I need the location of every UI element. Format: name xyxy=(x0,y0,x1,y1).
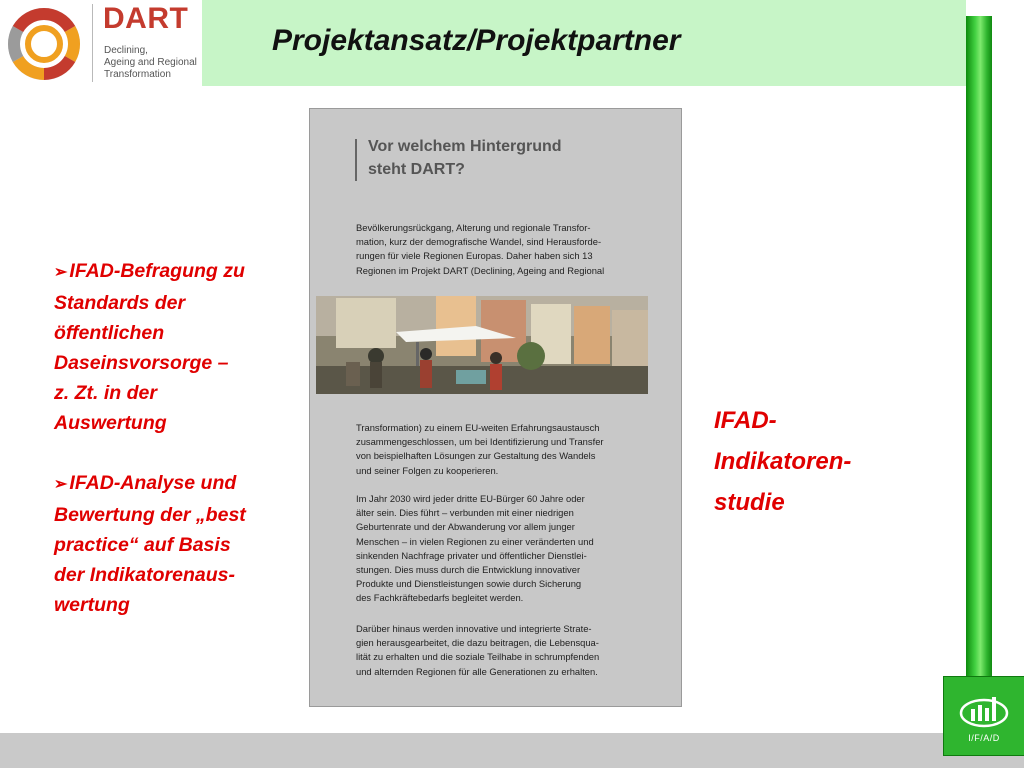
arrow-bullet-icon: ➢ xyxy=(54,476,68,493)
brochure-scan xyxy=(309,108,682,707)
text-line: Menschen – in vielen Regionen zu einer veränderten und xyxy=(356,535,594,547)
logo-title: DART xyxy=(103,2,189,35)
text-line: Bevölkerungsrückgang, Alterung und regionale Transfor- xyxy=(356,222,591,233)
text-line: mation, kurz der demografische Wandel, sind Herausforde- xyxy=(356,236,602,248)
text-line: rungen für viele Regionen Europas. Daher haben sich 13 xyxy=(356,250,593,262)
ifad-emblem-icon xyxy=(958,695,1010,731)
bullet-line: practice“ auf Basis xyxy=(54,534,231,556)
bullet-item-survey xyxy=(54,256,304,438)
bullet-line: Auswertung xyxy=(54,412,167,434)
paragraph-1 xyxy=(356,421,666,478)
bullet-line: Bewertung der „best xyxy=(54,504,246,526)
paragraph-3 xyxy=(356,622,666,679)
ifad-logo xyxy=(943,676,1024,756)
text-line: Darüber hinaus werden innovative und integrierte Strate- xyxy=(356,623,592,634)
text-line: gien herausgearbeitet, die dazu beitragen, die Lebensqua- xyxy=(356,637,599,649)
bullet-line: Standards der xyxy=(54,292,186,314)
logo-divider xyxy=(92,4,93,82)
bullet-list xyxy=(54,256,304,650)
callout-line: Indikatoren- xyxy=(714,448,852,475)
text-line: lität zu erhalten und die soziale Teilhabe in schrumpfenden xyxy=(356,651,600,663)
bullet-item-analysis xyxy=(54,468,304,620)
heading-bar xyxy=(355,139,357,181)
text-line: Transformation) zu einem EU-weiten Erfahrungsaustausch xyxy=(356,422,600,433)
text-line: älter sein. Dies führt – verbunden mit einer niedrigen xyxy=(356,507,574,519)
text-line: Geburtenrate und der Abwanderung vor allem junger xyxy=(356,521,575,533)
bullet-line xyxy=(54,468,304,500)
bullet-line: öffentlichen xyxy=(54,322,165,344)
callout-line: studie xyxy=(714,489,785,516)
bullet-line: Daseinsvorsorge – xyxy=(54,352,229,374)
title-band xyxy=(202,0,966,86)
dart-ring-icon xyxy=(4,4,84,84)
bullet-line: z. Zt. in der xyxy=(54,382,157,404)
brochure-heading xyxy=(368,135,668,181)
text-line: Produkte und Dienstleistungen sowie durch Sicherung xyxy=(356,578,582,590)
street-photo xyxy=(316,296,648,394)
bullet-text: IFAD-Analyse und xyxy=(69,472,237,494)
page-title: Projektansatz/Projektpartner xyxy=(272,24,681,57)
text-line: Im Jahr 2030 wird jeder dritte EU-Bürger 60 Jahre oder xyxy=(356,493,585,504)
street-scene-image xyxy=(316,296,648,394)
ifad-callout xyxy=(714,400,914,523)
paragraph-2 xyxy=(356,492,666,606)
bullet-line: wertung xyxy=(54,594,130,616)
text-line: des Fachkräftebedarfs begleitet werden. xyxy=(356,592,524,604)
heading-line: steht DART? xyxy=(368,161,465,178)
bullet-line xyxy=(54,256,304,288)
text-line: Regionen im Projekt DART (Declining, Ageing and Regional xyxy=(356,264,605,276)
logo-subtitle: Declining, Ageing and Regional Transformation xyxy=(104,45,197,80)
callout-line: IFAD- xyxy=(714,407,777,434)
text-line: und alternden Regionen für alle Generationen zu erhalten. xyxy=(356,665,598,677)
text-line: von beispielhaften Lösungen zur Gestaltung des Wandels xyxy=(356,450,596,462)
ifad-label: I/F/A/D xyxy=(968,733,1000,743)
text-line: sinkenden Nachfrage privater und öffentlicher Dienstlei- xyxy=(356,549,587,561)
arrow-bullet-icon: ➢ xyxy=(54,264,68,281)
green-vertical-bar xyxy=(966,16,992,768)
text-line: und seiner Folgen zu kooperieren. xyxy=(356,464,499,476)
heading-line: Vor welchem Hintergrund xyxy=(368,138,562,155)
text-line: stungen. Dies muss durch die Entwicklung innovativer xyxy=(356,564,581,576)
text-line: zusammengeschlossen, um bei Identifizierung und Transfer xyxy=(356,436,604,448)
dart-logo xyxy=(0,0,202,86)
footer-band xyxy=(0,733,1024,768)
bullet-line: der Indikatorenaus- xyxy=(54,564,235,586)
intro-paragraph xyxy=(356,221,666,278)
bullet-text: IFAD-Befragung zu xyxy=(69,260,245,282)
